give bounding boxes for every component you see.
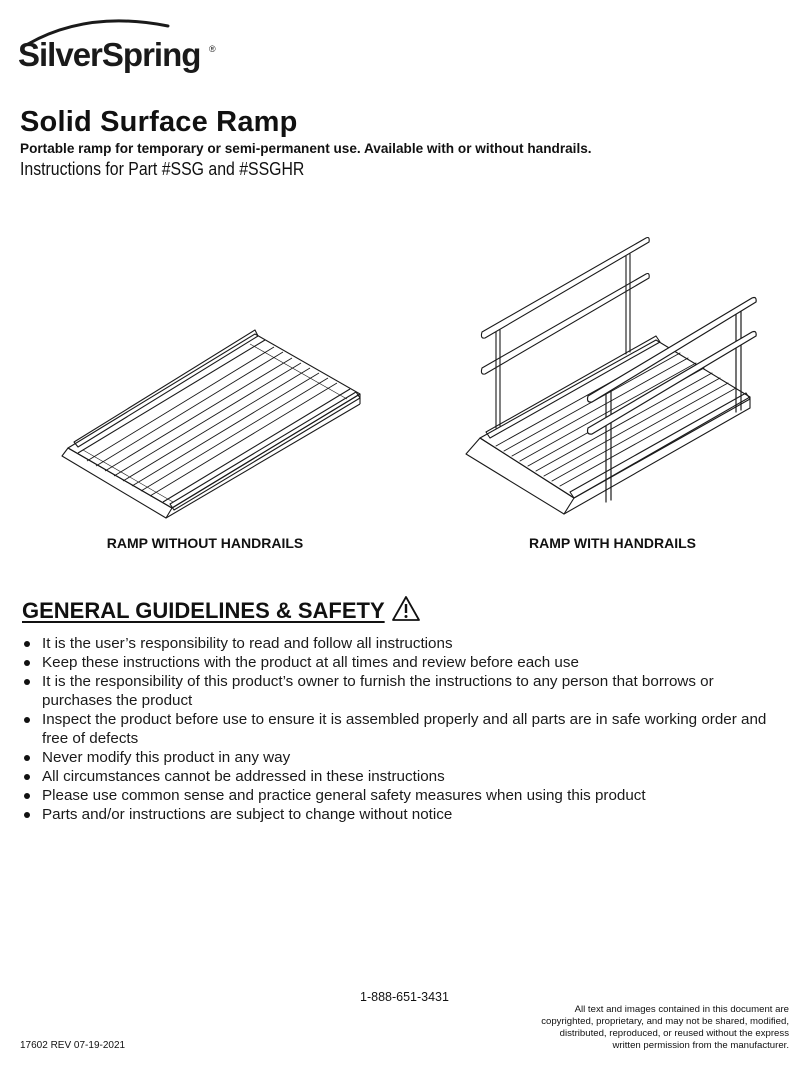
bullet-icon	[24, 660, 30, 666]
figure-caption-without-handrails: RAMP WITHOUT HANDRAILS	[106, 535, 304, 551]
page-title: Solid Surface Ramp	[20, 106, 298, 138]
bullet-icon	[24, 812, 30, 818]
list-item: Never modify this product in any way	[22, 748, 782, 767]
list-item: It is the responsibility of this product’s owner to furnish the instructions to any person that borrows or purchases the product	[22, 672, 782, 710]
list-item: Parts and/or instructions are subject to change without notice	[22, 805, 782, 824]
guidelines-list	[22, 634, 782, 824]
ramp-without-handrails-illustration	[60, 322, 370, 522]
page-subtitle: Portable ramp for temporary or semi-permanent use. Available with or without handrails.	[20, 141, 592, 156]
instructions-line: Instructions for Part #SSG and #SSGHR	[20, 159, 305, 179]
guidelines-heading-text: GENERAL GUIDELINES & SAFETY	[22, 598, 385, 623]
list-item: Inspect the product before use to ensure it is assembled properly and all parts are in safe working order and free of defects	[22, 710, 782, 748]
copyright-line: All text and images contained in this document are	[574, 1004, 789, 1015]
copyright-line: written permission from the manufacturer.	[612, 1040, 789, 1051]
bullet-icon	[24, 774, 30, 780]
revision-code: 17602 REV 07-19-2021	[20, 1040, 126, 1051]
copyright-line: distributed, reproduced, or reused without the express	[559, 1028, 789, 1039]
list-item: It is the user’s responsibility to read and follow all instructions	[22, 634, 782, 653]
brand-logo	[18, 14, 228, 78]
list-item: Please use common sense and practice general safety measures when using this product	[22, 786, 782, 805]
list-item: All circumstances cannot be addressed in these instructions	[22, 767, 782, 786]
figure-caption-with-handrails: RAMP WITH HANDRAILS	[529, 535, 696, 551]
bullet-icon	[24, 755, 30, 761]
bullet-icon	[24, 717, 30, 723]
bullet-icon	[24, 641, 30, 647]
copyright-notice	[469, 1004, 789, 1052]
warning-triangle-icon	[391, 595, 421, 622]
ramp-with-handrails-illustration	[460, 232, 780, 522]
guidelines-heading	[22, 598, 421, 624]
copyright-line: copyrighted, proprietary, and may not be shared, modified,	[541, 1016, 789, 1027]
registered-mark: ®	[209, 44, 216, 54]
bullet-icon	[24, 793, 30, 799]
brand-name: SilverSpring	[18, 36, 201, 73]
phone-number: 1-888-651-3431	[360, 990, 449, 1004]
bullet-icon	[24, 679, 30, 685]
list-item: Keep these instructions with the product at all times and review before each use	[22, 653, 782, 672]
